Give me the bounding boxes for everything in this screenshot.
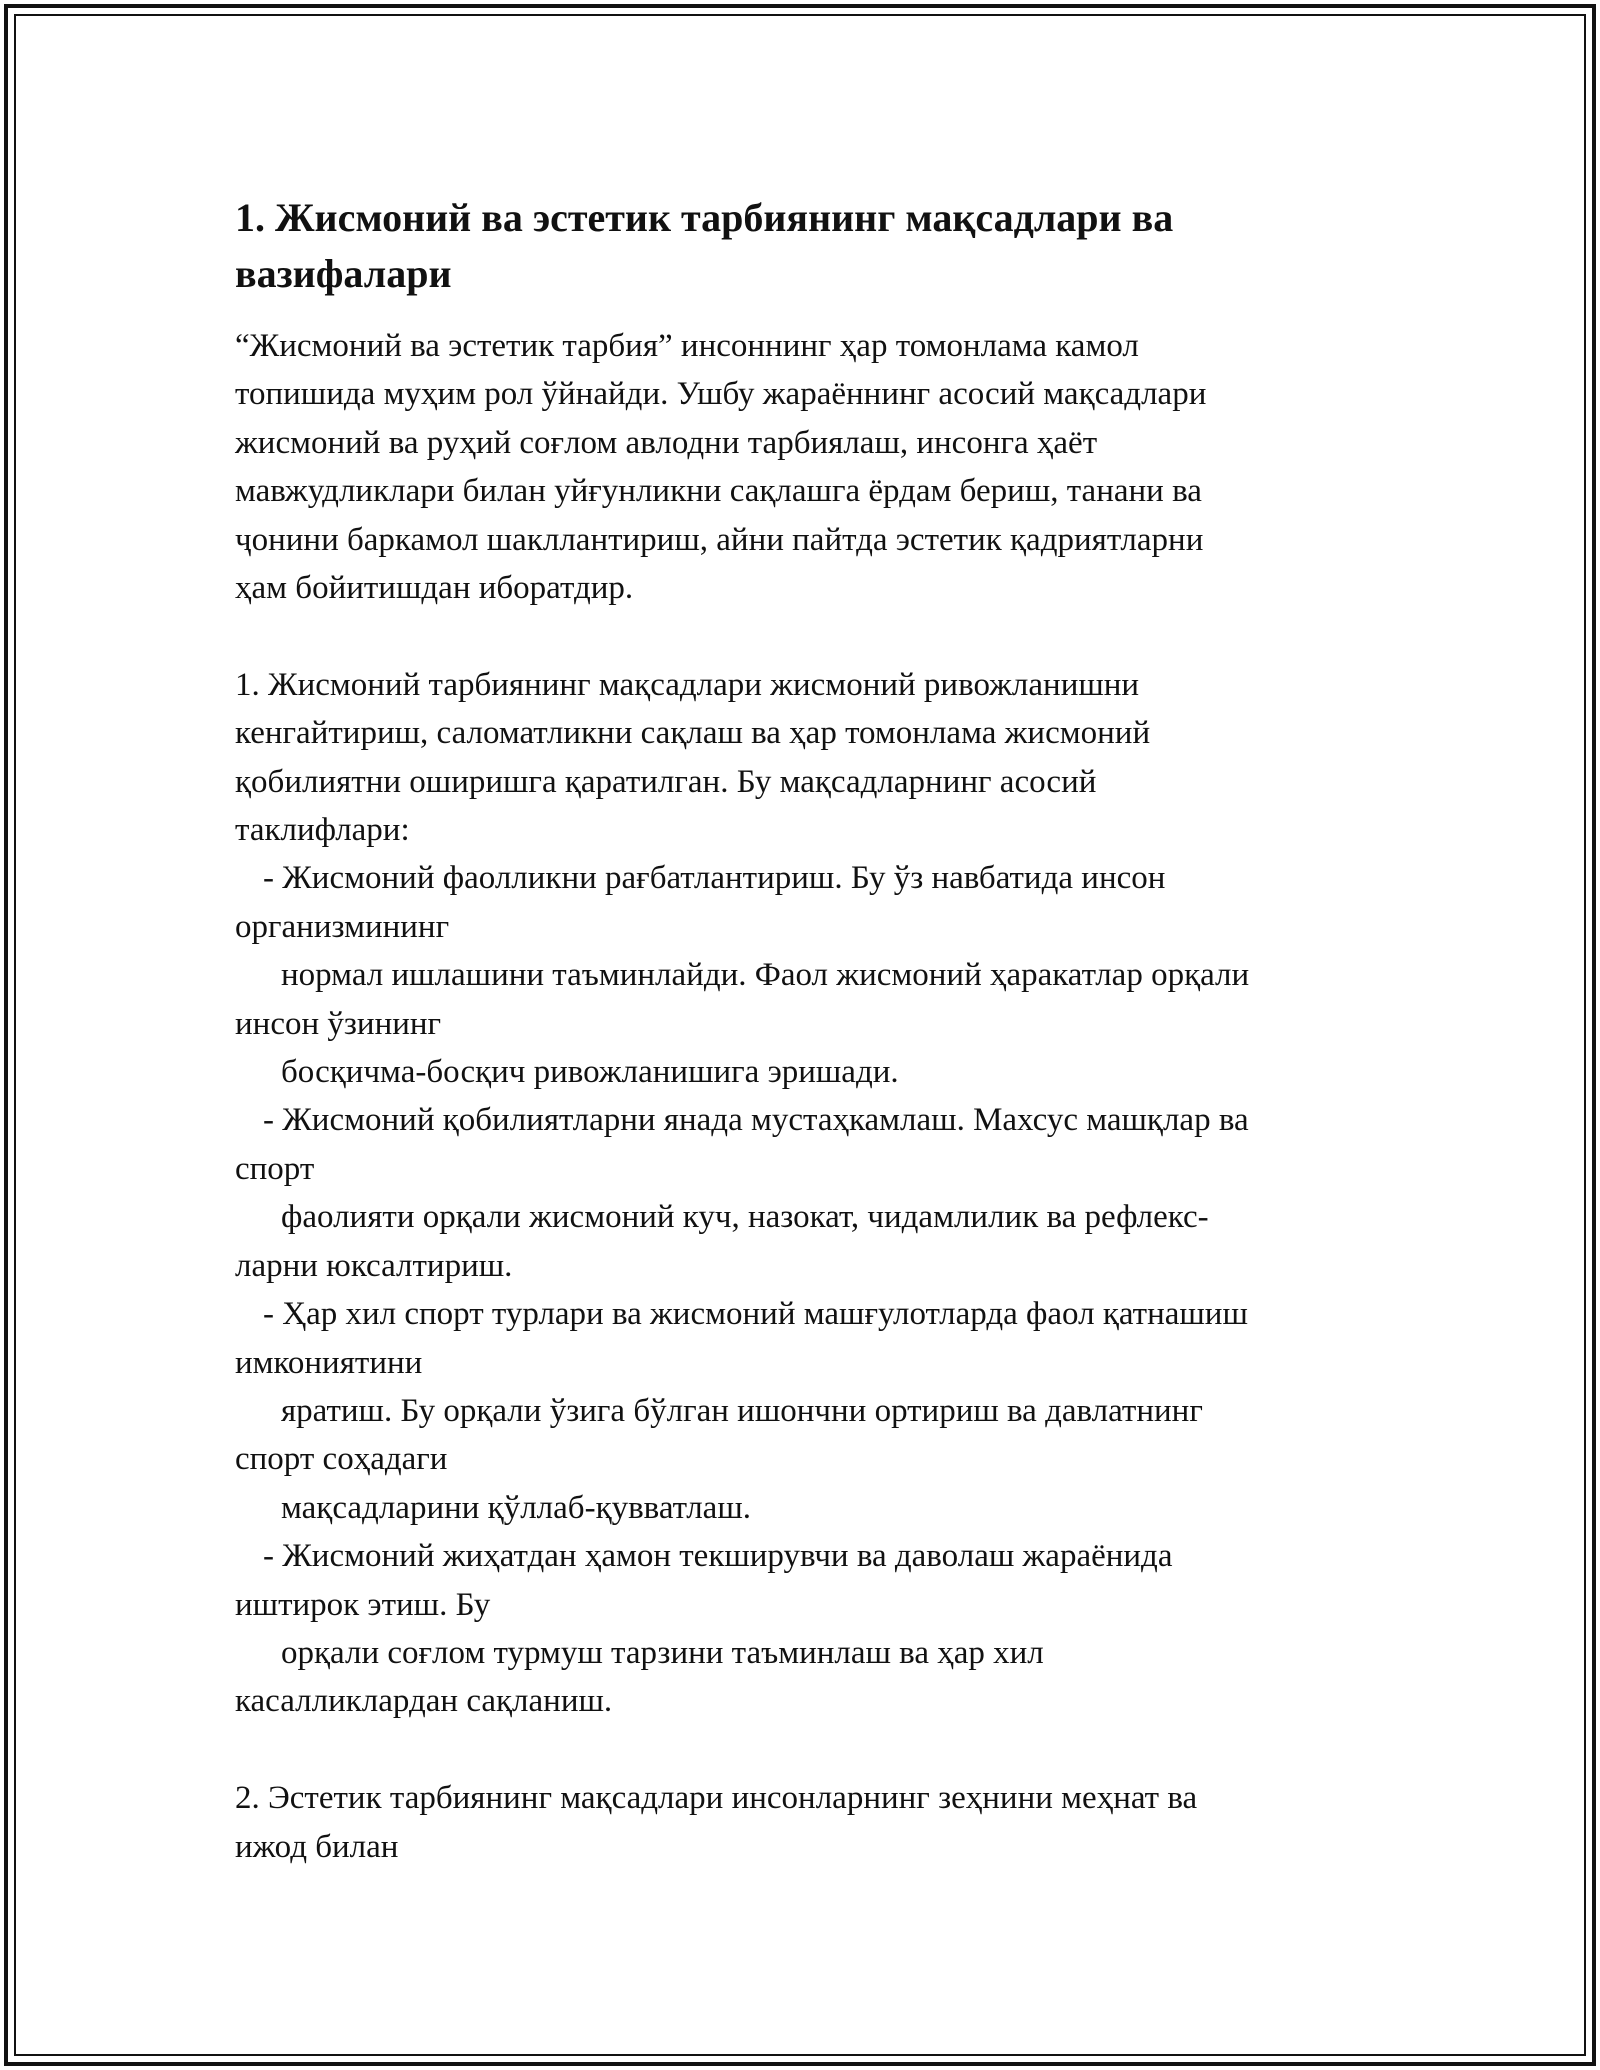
section-2-line: ижод билан (235, 1828, 399, 1865)
section-1-line: қобилиятни оширишга қаратилган. Бу мақсадларнинг асосий (235, 763, 1097, 800)
bullet-item: - Ҳар хил спорт турлари ва жисмоний машғулотларда фаол қатнашиш (263, 1296, 1248, 1333)
bullet-wrap-line: спорт (235, 1150, 315, 1187)
section-2-paragraph (235, 1774, 1375, 1871)
intro-paragraph (235, 322, 1375, 612)
bullet-continuation: орқали соғлом турмуш тарзини таъминлаш ва ҳар хил (281, 1634, 1044, 1671)
section-1-line: 1. Жисмоний тарбиянинг мақсадлари жисмоний ривожланишни (235, 666, 1140, 703)
bullet-continuation: яратиш. Бу орқали ўзига бўлган ишончни ортириш ва давлатнинг (281, 1392, 1203, 1429)
bullet-wrap-line: иштирок этиш. Бу (235, 1586, 491, 1623)
paragraph-spacer (235, 1726, 1375, 1774)
section-2-line: 2. Эстетик тарбиянинг мақсадлари инсонларнинг зеҳнини меҳнат ва (235, 1780, 1198, 1817)
intro-line: “Жисмоний ва эстетик тарбия” инсоннинг ҳар томонлама камол (235, 328, 1139, 364)
section-heading (235, 190, 1375, 302)
bullet-continuation: нормал ишлашини таъминлайди. Фаол жисмоний ҳаракатлар орқали (281, 957, 1250, 994)
bullet-item: - Жисмоний қобилиятларни янада мустаҳкамлаш. Махсус машқлар ва (263, 1102, 1249, 1139)
section-1-line: кенгайтириш, саломатликни сақлаш ва ҳар томонлама жисмоний (235, 715, 1151, 752)
bullet-continuation: босқичма-босқич ривожланишига эришади. (281, 1054, 899, 1091)
heading-line-2: вазифалари (235, 251, 452, 296)
bullet-item: - Жисмоний фаолликни рағбатлантириш. Бу ўз навбатида инсон (263, 860, 1166, 897)
bullet-wrap-line: касалликлардан сақланиш. (235, 1683, 613, 1720)
intro-line: жисмоний ва руҳий соғлом авлодни тарбиялаш, инсонга ҳаёт (235, 424, 1098, 461)
bullet-wrap-line: спорт соҳадаги (235, 1441, 448, 1478)
intro-line: ҳам бойитишдан иборатдир. (235, 570, 634, 607)
section-1-line: таклифлари: (235, 812, 410, 849)
document-body (235, 190, 1375, 1871)
bullet-wrap-line: имкониятини (235, 1344, 423, 1381)
bullet-continuation: фаолияти орқали жисмоний куч, назокат, чидамлилик ва рефлекс- (281, 1199, 1209, 1236)
bullet-wrap-line: ларни юксалтириш. (235, 1247, 513, 1284)
bullet-wrap-line: организмининг (235, 908, 450, 945)
intro-line: ҷонини баркамол шакллантириш, айни пайтда эстетик қадриятларни (235, 521, 1204, 558)
bullet-wrap-line: инсон ўзининг (235, 1005, 442, 1042)
heading-line-1: 1. Жисмоний ва эстетик тарбиянинг мақсадлари ва (235, 195, 1174, 240)
bullet-continuation: мақсадларини қўллаб-қувватлаш. (281, 1489, 751, 1526)
paragraph-spacer (235, 612, 1375, 660)
intro-line: мавжудликлари билан уйғунликни сақлашга ёрдам бериш, танани ва (235, 473, 1202, 510)
intro-line: топишида муҳим рол ўйнайди. Ушбу жараённинг асосий мақсадлари (235, 376, 1207, 413)
section-1-paragraph (235, 661, 1375, 1726)
bullet-item: - Жисмоний жиҳатдан ҳамон текширувчи ва даволаш жараёнида (263, 1538, 1173, 1575)
